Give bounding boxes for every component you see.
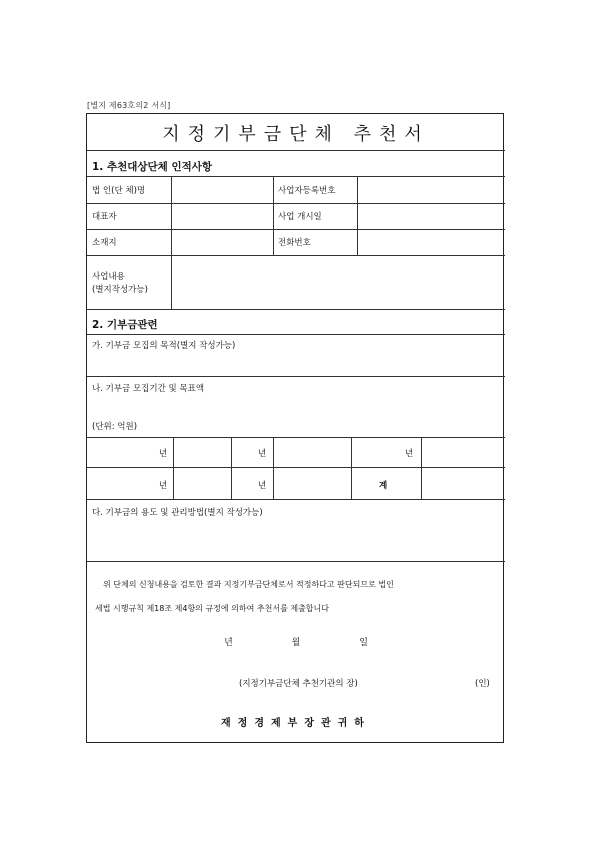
- divider: [87, 561, 505, 562]
- business-content-label: 사업내용: [92, 272, 125, 282]
- column-divider: [231, 437, 232, 499]
- divider: [87, 376, 505, 377]
- donation-period-label: 나. 기부금 모집기간 및 목표액: [92, 384, 205, 394]
- divider: [87, 499, 505, 500]
- divider: [87, 309, 505, 310]
- business-content-note: (별지작성가능): [92, 285, 148, 295]
- donation-usage-label: 다. 기부금의 용도 및 관리방법(별지 작성가능): [92, 508, 263, 518]
- unit-label: (단위: 억원): [92, 422, 138, 432]
- date-month: 월: [291, 638, 301, 648]
- column-divider: [357, 176, 358, 255]
- business-start-date-label: 사업 개시일: [278, 212, 322, 222]
- divider: [87, 176, 505, 177]
- recommendation-form: [86, 113, 504, 743]
- year-label: 년: [258, 481, 267, 491]
- form-title: 지정기부금단체 추천서: [162, 124, 430, 145]
- donation-purpose-label: 가. 기부금 모집의 목적(별지 작성가능): [92, 341, 236, 351]
- date-year: 년: [224, 638, 233, 648]
- column-divider: [351, 437, 352, 499]
- phone-label: 전화번호: [278, 238, 311, 248]
- form-number: [별지 제63호의2 서식]: [87, 101, 171, 110]
- seal-label: (인): [475, 679, 490, 689]
- section-2-heading: 2. 기부금관련: [92, 319, 158, 331]
- date-day: 일: [359, 638, 368, 648]
- divider: [87, 229, 505, 230]
- divider: [87, 255, 505, 256]
- divider: [87, 437, 505, 438]
- year-label: 년: [258, 449, 267, 459]
- year-label: 년: [159, 481, 168, 491]
- year-label: 년: [159, 449, 168, 459]
- divider: [87, 150, 505, 151]
- business-registration-label: 사업자등록번호: [278, 186, 336, 196]
- statement-line-1: 위 단체의 신청내용을 검토한 결과 지정기부금단체로서 적정하다고 판단되므로 법인: [103, 580, 394, 589]
- representative-label: 대표자: [92, 212, 117, 222]
- column-divider: [421, 437, 422, 499]
- divider: [87, 467, 505, 468]
- date-line: [87, 635, 505, 648]
- section-1-heading: 1. 추천대상단체 인적사항: [92, 161, 213, 173]
- total-label: 계: [379, 481, 388, 491]
- column-divider: [171, 176, 172, 309]
- year-label: 년: [405, 449, 414, 459]
- column-divider: [273, 176, 274, 255]
- corporation-name-label: 법 인(단 체)명: [92, 186, 146, 196]
- column-divider: [273, 437, 274, 499]
- addressee: 재정경제부장관귀하: [221, 718, 371, 729]
- address-label: 소재지: [92, 238, 117, 248]
- divider: [87, 334, 505, 335]
- divider: [87, 203, 505, 204]
- recommendation-statement: [95, 573, 495, 621]
- statement-line-2: 세법 시행규칙 제18조 제4항의 규정에 의하여 추천서를 제출합니다: [95, 604, 329, 613]
- column-divider: [173, 437, 174, 499]
- issuer-label: (지정기부금단체 추천기관의 장): [239, 679, 358, 689]
